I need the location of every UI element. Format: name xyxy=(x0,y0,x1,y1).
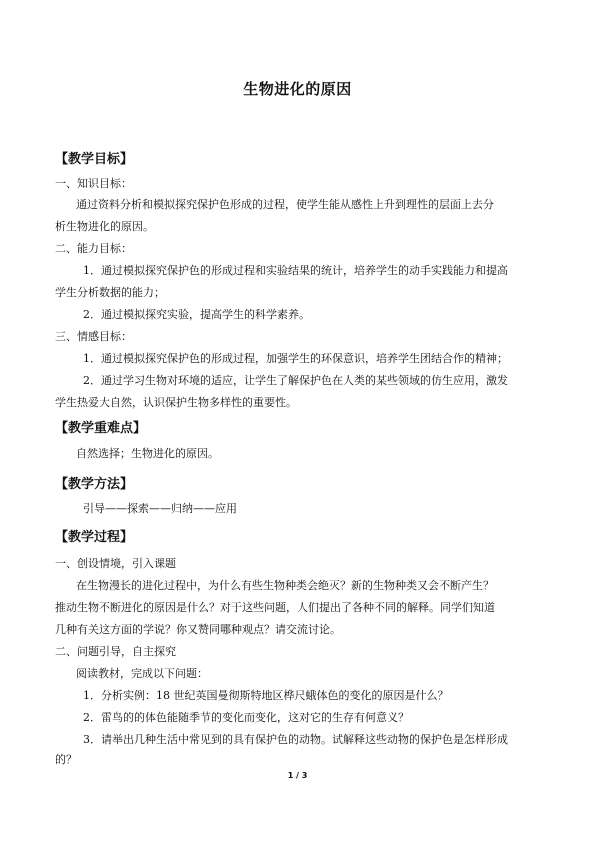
heading-objectives: 【教学目标】 xyxy=(55,152,134,167)
knowledge-goal-text-1: 通过资料分析和模拟探究保护色形成的过程，使学生能从感性上升到理性的层面上去分 xyxy=(76,198,494,211)
ability-goal-label: 二、能力目标： xyxy=(55,242,132,255)
emotion-goal-1: 1．通过模拟探究保护色的形成过程，加强学生的环保意识，培养学生团结合作的精神； xyxy=(83,352,508,365)
question-3-text-1: 3．请举出几种生活中常见到的具有保护色的动物。试解释这些动物的保护色是怎样形成 xyxy=(83,733,508,746)
question-1: 1．分析实例：18 世纪英国曼彻斯特地区桦尺蛾体色的变化的原因是什么？ xyxy=(83,689,449,702)
ability-goal-2: 2．通过模拟探究实验，提高学生的科学素养。 xyxy=(83,308,310,321)
process-step2-label: 二、问题引导，自主探究 xyxy=(55,645,176,658)
question-3-text-2: 的？ xyxy=(55,753,77,766)
emotion-goal-2-text-2: 学生热爱大自然，认识保护生物多样性的重要性。 xyxy=(55,396,297,409)
ability-goal-1-text-2: 学生分析数据的能力； xyxy=(55,286,165,299)
process-step2-intro: 阅读教材，完成以下问题： xyxy=(76,667,208,680)
ability-goal-1-text-1: 1．通过模拟探究保护色的形成过程和实验结果的统计，培养学生的动手实践能力和提高 xyxy=(83,264,508,277)
process-step1-text-2: 推动生物不断进化的原因是什么？对于这些问题，人们提出了各种不同的解释。同学们知道 xyxy=(55,601,495,614)
knowledge-goal-label: 一、知识目标： xyxy=(55,177,132,190)
heading-key-points: 【教学重难点】 xyxy=(55,421,147,436)
page-indicator: 1 / 3 xyxy=(287,771,308,780)
knowledge-goal-text-2: 析生物进化的原因。 xyxy=(55,220,154,233)
emotion-goal-2-text-1: 2．通过学习生物对环境的适应，让学生了解保护色在人类的某些领域的仿生应用，激发 xyxy=(83,374,508,387)
heading-process: 【教学过程】 xyxy=(55,530,134,545)
process-step1-text-1: 在生物漫长的进化过程中，为什么有些生物种类会绝灭？新的生物种类又会不断产生？ xyxy=(76,579,494,592)
process-step1-text-3: 几种有关这方面的学说？你又赞同哪种观点？请交流讨论。 xyxy=(55,623,341,636)
key-points-text: 自然选择；生物进化的原因。 xyxy=(76,447,219,460)
question-2: 2．雷鸟的的体色能随季节的变化而变化，这对它的生存有何意义？ xyxy=(83,711,409,724)
document-title: 生物进化的原因 xyxy=(243,80,352,98)
emotion-goal-label: 三、情感目标： xyxy=(55,330,132,343)
methods-text: 引导——探索——归纳——应用 xyxy=(83,502,237,515)
heading-methods: 【教学方法】 xyxy=(55,477,134,492)
process-step1-label: 一、创设情境，引入课题 xyxy=(55,557,176,570)
